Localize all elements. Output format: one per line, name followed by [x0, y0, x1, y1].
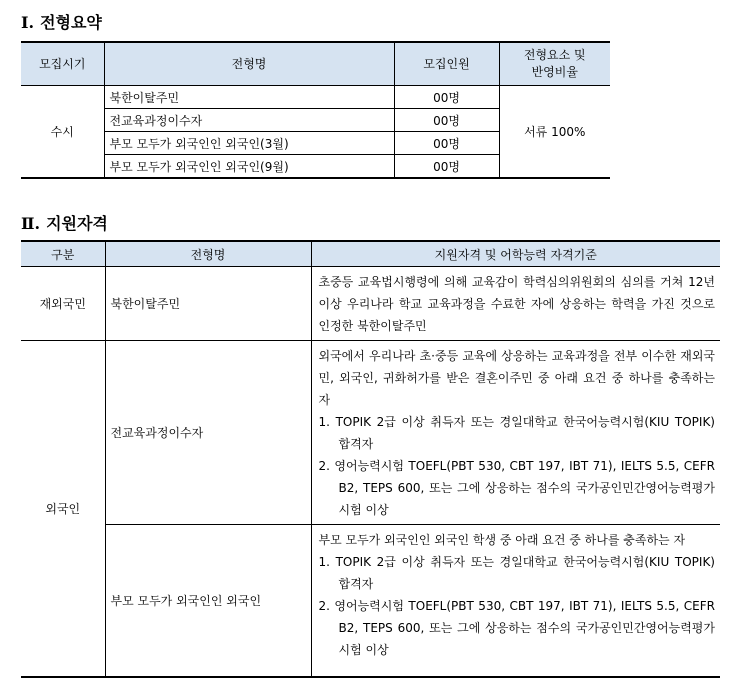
qualification-text: [311, 341, 720, 525]
section-1-numeral: Ⅰ.: [21, 13, 35, 32]
quota: 00명: [394, 132, 499, 155]
admission-name: 부모 모두가 외국인인 외국인: [105, 525, 311, 677]
qualification-table: [21, 240, 720, 678]
section-1-heading: 전형요약: [40, 13, 102, 32]
qualification-item: 1. TOPIK 2급 이상 취득자 또는 경일대학교 한국어능력시험(KIU TOPIK) 합격자: [318, 415, 715, 451]
qualification-item: 2. 영어능력시험 TOEFL(PBT 530, CBT 197, IBT 71), IELTS 5.5, CEFR B2, TEPS 600, 또는 그에 상응하는 점수의 국가공인민간영어능력평가시험 이상: [318, 459, 715, 517]
summary-table: [21, 41, 610, 179]
period-cell: 수시: [21, 86, 104, 179]
category-overseas-korean: 재외국민: [21, 267, 105, 341]
header-ratio-line2: 반영비율: [531, 65, 578, 79]
quota: 00명: [394, 109, 499, 132]
quota: 00명: [394, 86, 499, 109]
category-foreigner: 외국인: [21, 341, 105, 677]
admission-name: 북한이탈주민: [104, 86, 394, 109]
admission-name: 부모 모두가 외국인인 외국인(9월): [104, 155, 394, 179]
qualification-item: 1. TOPIK 2급 이상 취득자 또는 경일대학교 한국어능력시험(KIU TOPIK) 합격자: [318, 555, 715, 591]
header-category: 구분: [21, 241, 105, 267]
header-ratio-line1: 전형요소 및: [523, 48, 586, 62]
admission-name: 전교육과정이수자: [104, 109, 394, 132]
table-row: [21, 267, 720, 341]
qualification-intro: 부모 모두가 외국인인 외국인 학생 중 아래 요건 중 하나를 충족하는 자: [318, 533, 686, 547]
table-row: [21, 86, 610, 109]
qualification-item: 2. 영어능력시험 TOEFL(PBT 530, CBT 197, IBT 71), IELTS 5.5, CEFR B2, TEPS 600, 또는 그에 상응하는 점수의 국가공인민간영어능력평가시험 이상: [318, 599, 715, 657]
section-2-title: [21, 211, 108, 234]
header-admission-name: 전형명: [104, 42, 394, 86]
table-row: [21, 341, 720, 525]
ratio-cell: 서류 100%: [499, 86, 610, 179]
quota: 00명: [394, 155, 499, 179]
admission-name: 전교육과정이수자: [105, 341, 311, 525]
header-quota: 모집인원: [394, 42, 499, 86]
table-row: [21, 525, 720, 677]
header-qualification: 지원자격 및 어학능력 자격기준: [311, 241, 720, 267]
admission-name: 북한이탈주민: [105, 267, 311, 341]
section-2-heading: 지원자격: [46, 214, 108, 233]
qualification-intro: 외국에서 우리나라 초·중등 교육에 상응하는 교육과정을 전부 이수한 재외국민, 외국인, 귀화허가를 받은 결혼이주민 중 아래 요건 중 하나를 충족하는 자: [318, 349, 715, 407]
header-admission-name: 전형명: [105, 241, 311, 267]
qualification-text: 초중등 교육법시행령에 의해 교육감이 학력심의위원회의 심의를 거쳐 12년 이상 우리나라 학교 교육과정을 수료한 자에 상응하는 학력을 가진 것으로 인정한 북한이탈주민: [311, 267, 720, 341]
admission-name: 부모 모두가 외국인인 외국인(3월): [104, 132, 394, 155]
section-1-title: [21, 10, 102, 33]
header-ratio: [499, 42, 610, 86]
qualification-text: [311, 525, 720, 677]
header-period: 모집시기: [21, 42, 104, 86]
section-2-numeral: Ⅱ.: [21, 214, 41, 233]
